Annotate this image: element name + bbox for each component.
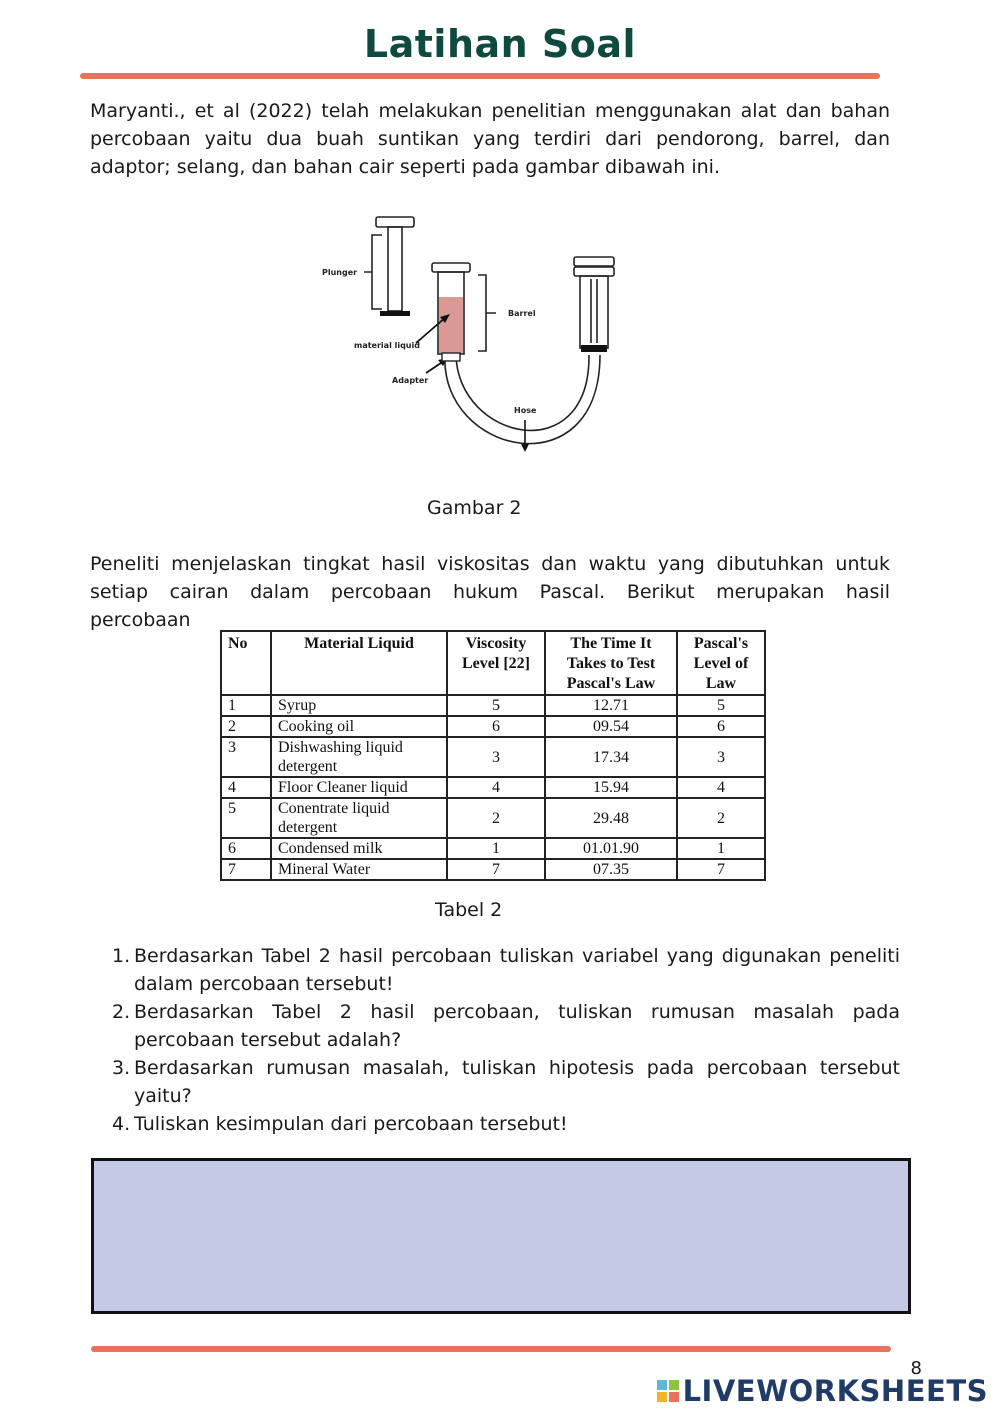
cell-material: Conentrate liquid detergent: [271, 798, 447, 838]
page-title: Latihan Soal: [363, 22, 637, 66]
intro-paragraph: [90, 97, 890, 181]
cell-viscosity: 1: [447, 838, 545, 859]
plunger-label: Plunger: [322, 268, 358, 277]
cell-no: 2: [221, 716, 271, 737]
table-row: [221, 838, 765, 859]
table-row: [221, 695, 765, 716]
question-number: 2.: [112, 1001, 131, 1023]
table-header-row: [221, 631, 765, 695]
question-text: Berdasarkan rumusan masalah, tuliskan hipotesis pada percobaan tersebut yaitu?: [134, 1057, 900, 1107]
cell-pascal: 5: [677, 695, 765, 716]
col-time: The Time It Takes to Test Pascal's Law: [545, 631, 677, 695]
question-item: [112, 998, 900, 1054]
cell-pascal: 4: [677, 777, 765, 798]
table-row: [221, 737, 765, 777]
results-line: setiap cairan dalam percobaan hukum Pascal. Berikut merupakan hasil: [90, 581, 890, 603]
cell-viscosity: 2: [447, 798, 545, 838]
results-table: [220, 630, 766, 881]
plunger-seal: [380, 311, 410, 316]
cell-no: 1: [221, 695, 271, 716]
cell-time: 09.54: [545, 716, 677, 737]
plunger-drawing: [376, 217, 414, 311]
figure-caption: Gambar 2: [427, 497, 522, 519]
cell-no: 5: [221, 798, 271, 838]
table-row: [221, 798, 765, 838]
cell-no: 7: [221, 859, 271, 880]
material-liquid-label: material liquid: [354, 341, 420, 350]
adapter: [442, 353, 460, 361]
syringe-figure: [300, 205, 660, 490]
right-syringe: [574, 257, 614, 348]
question-item: [112, 942, 900, 998]
question-number: 1.: [112, 945, 131, 967]
cell-material: Mineral Water: [271, 859, 447, 880]
question-number: 4.: [112, 1113, 131, 1135]
logo-grid-icon: [657, 1380, 679, 1402]
cell-time: 12.71: [545, 695, 677, 716]
barrel-label: Barrel: [508, 309, 536, 318]
cell-material: Syrup: [271, 695, 447, 716]
cell-pascal: 7: [677, 859, 765, 880]
answer-box[interactable]: [91, 1158, 911, 1314]
cell-material: Dishwashing liquid detergent: [271, 737, 447, 777]
cell-pascal: 1: [677, 838, 765, 859]
footer-rule: [91, 1346, 891, 1352]
col-pascal: Pascal's Level of Law: [677, 631, 765, 695]
cell-pascal: 3: [677, 737, 765, 777]
table-caption: Tabel 2: [435, 899, 503, 921]
cell-no: 4: [221, 777, 271, 798]
hose-arrow-head: [521, 444, 529, 452]
cell-pascal: 6: [677, 716, 765, 737]
question-text: Berdasarkan Tabel 2 hasil percobaan tuliskan variabel yang digunakan peneliti dalam percobaan tersebut!: [134, 945, 900, 995]
cell-no: 6: [221, 838, 271, 859]
question-item: [112, 1110, 900, 1138]
cell-viscosity: 3: [447, 737, 545, 777]
cell-pascal: 2: [677, 798, 765, 838]
results-line: Peneliti menjelaskan tingkat hasil viskositas dan waktu yang dibutuhkan untuk: [90, 553, 890, 575]
results-line: percobaan: [90, 609, 191, 631]
hose-inner: [456, 355, 589, 430]
col-viscosity: Viscosity Level [22]: [447, 631, 545, 695]
cell-time: 17.34: [545, 737, 677, 777]
barrel-bracket: [478, 275, 496, 351]
question-text: Berdasarkan Tabel 2 hasil percobaan, tuliskan rumusan masalah pada percobaan tersebut adalah?: [134, 1001, 900, 1051]
table-row: [221, 777, 765, 798]
brand-name: LIVEWORKSHEETS: [682, 1374, 988, 1408]
right-plunger-seal: [581, 345, 607, 352]
table-row: [221, 859, 765, 880]
cell-time: 07.35: [545, 859, 677, 880]
intro-line: adaptor; selang, dan bahan cair seperti pada gambar dibawah ini.: [90, 156, 720, 178]
intro-line: Maryanti., et al (2022) telah melakukan penelitian menggunakan alat dan bahan: [90, 100, 890, 122]
cell-viscosity: 4: [447, 777, 545, 798]
cell-time: 15.94: [545, 777, 677, 798]
cell-viscosity: 5: [447, 695, 545, 716]
col-no: No: [221, 631, 271, 695]
liquid-fill: [439, 297, 463, 353]
table-row: [221, 716, 765, 737]
adapter-label: Adapter: [392, 376, 429, 385]
question-number: 3.: [112, 1057, 131, 1079]
title-underline: [80, 73, 880, 79]
liveworksheets-logo: [657, 1374, 988, 1408]
plunger-bracket: [364, 235, 382, 309]
cell-material: Floor Cleaner liquid: [271, 777, 447, 798]
cell-no: 3: [221, 737, 271, 777]
question-list: [112, 942, 900, 1138]
cell-material: Cooking oil: [271, 716, 447, 737]
cell-material: Condensed milk: [271, 838, 447, 859]
cell-time: 29.48: [545, 798, 677, 838]
question-item: [112, 1054, 900, 1110]
col-material: Material Liquid: [271, 631, 447, 695]
cell-viscosity: 6: [447, 716, 545, 737]
page-number: 8: [910, 1358, 922, 1379]
intro-line: percobaan yaitu dua buah suntikan yang terdiri dari pendorong, barrel, dan: [90, 128, 890, 150]
results-paragraph: [90, 550, 890, 634]
cell-viscosity: 7: [447, 859, 545, 880]
hose-label: Hose: [514, 406, 537, 415]
question-text: Tuliskan kesimpulan dari percobaan tersebut!: [134, 1113, 568, 1135]
cell-time: 01.01.90: [545, 838, 677, 859]
